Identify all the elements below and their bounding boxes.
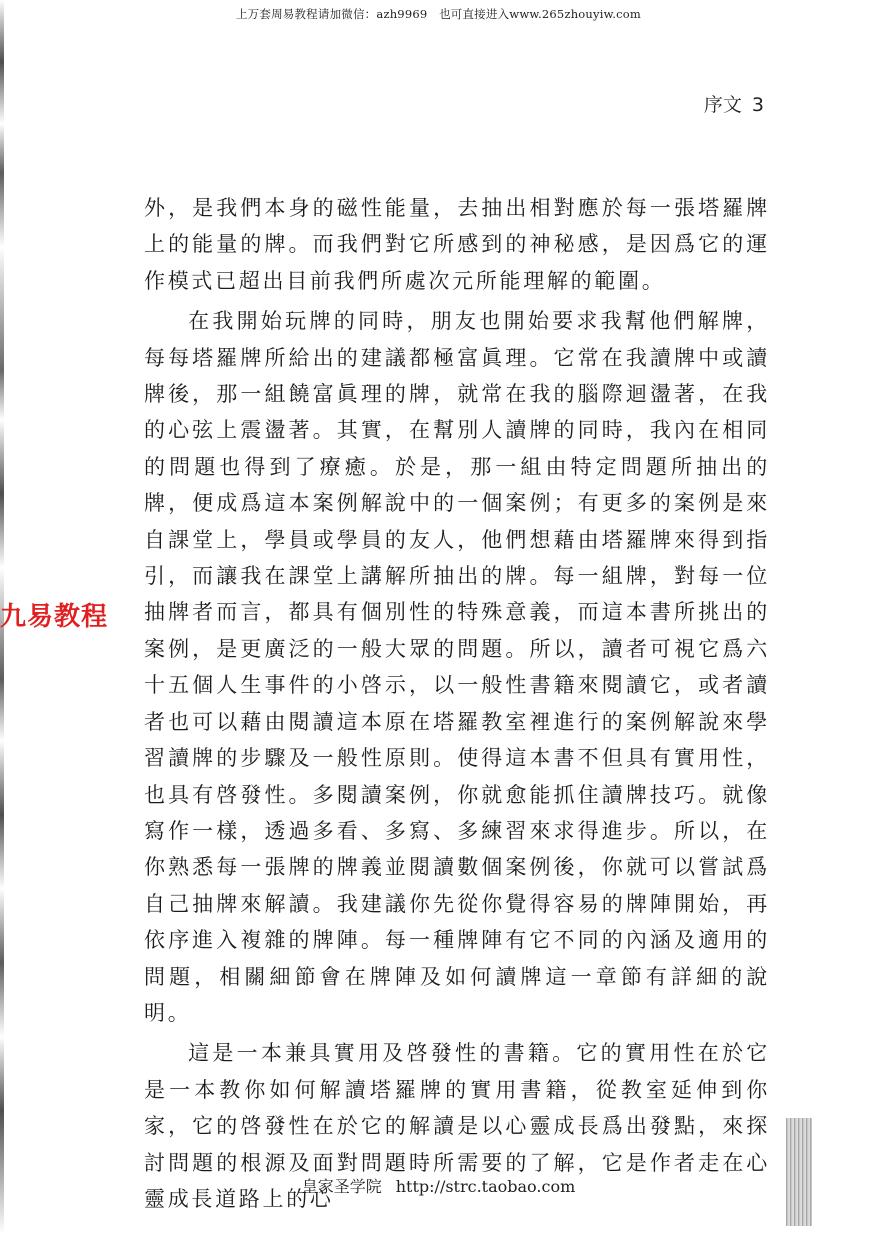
paragraph-1: 外，是我們本身的磁性能量，去抽出相對應於每一張塔羅牌上的能量的牌。而我們對它所感到的神秘感，是因爲它的運作模式已超出目前我們所處次元所能理解的範圍。 [144,196,770,293]
footer-publisher: 皇家圣学院 [301,1177,382,1196]
footer [0,1174,877,1197]
body-text [144,190,770,1217]
scan-edge-right [786,1118,812,1226]
page-header [704,90,764,117]
paragraph-2: 在我開始玩牌的同時，朋友也開始要求我幫他們解牌，每每塔羅牌所給出的建議都極富眞理。它常在我讀牌中或讀牌後，那一組饒富眞理的牌，就常在我的腦際迴盪著，在我的心弦上震盪著。其實，在幫別人讀牌的同時，我內在相同的問題也得到了療癒。於是，那一組由特定問題所抽出的牌，便成爲這本案例解說中的一個案例；有更多的案例是來自課堂上，學員或學員的友人，他們想藉由塔羅牌來得到指引，而讓我在課堂上講解所抽出的牌。每一組牌，對每一位抽牌者而言，都具有個別性的特殊意義，而這本書所挑出的案例，是更廣泛的一般大眾的問題。所以，讀者可視它爲六十五個人生事件的小啓示，以一般性書籍來閱讀它，或者讀者也可以藉由閱讀這本原在塔羅教室裡進行的案例解說來學習讀牌的步驟及一般性原則。使得這本書不但具有實用性，也具有啓發性。多閱讀案例，你就愈能抓住讀牌技巧。就像寫作一樣，透過多看、多寫、多練習來求得進步。所以，在你熟悉每一張牌的牌義並閱讀數個案例後，你就可以嘗試爲自己抽牌來解讀。我建議你先從你覺得容易的牌陣開始，再依序進入複雜的牌陣。每一種牌陣有它不同的內涵及適用的問題，相關細節會在牌陣及如何讀牌這一章節有詳細的說明。 [144,309,770,1025]
paragraph-3: 這是一本兼具實用及啓發性的書籍。它的實用性在於它是一本教你如何解讀塔羅牌的實用書籍，從教室延伸到你家，它的啓發性在於它的解讀是以心靈成長爲出發點，來探討問題的根源及面對問題時所需要的了解，它是作者走在心靈成長道路上的心 [144,1041,770,1211]
page-number: 3 [751,94,764,116]
watermark-label: 九易教程 [0,602,109,632]
section-title: 序文 [703,94,742,116]
footer-url: http://strc.taobao.com [395,1177,576,1196]
top-banner: 上万套周易教程请加微信：azh9969 也可直接进入www.265zhouyiw.com [235,7,642,21]
